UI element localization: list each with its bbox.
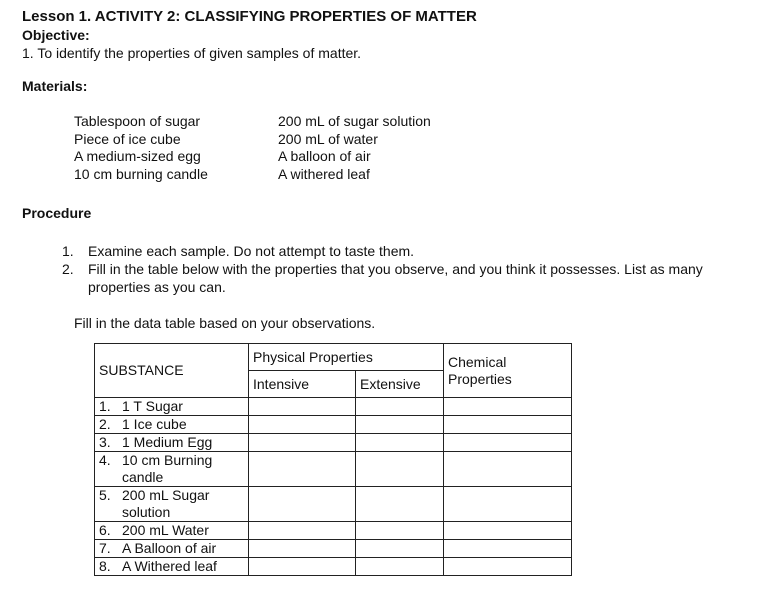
substance-name: 1 Ice cube <box>122 416 187 432</box>
row-number: 5. <box>99 487 111 503</box>
substance-name: A Balloon of air <box>122 540 217 556</box>
step-number: 1. <box>62 243 74 259</box>
extensive-cell[interactable] <box>356 487 444 522</box>
page-title: Lesson 1. ACTIVITY 2: CLASSIFYING PROPERTIES OF MATTER <box>22 8 477 25</box>
intensive-cell[interactable] <box>249 540 356 558</box>
substance-cell <box>95 487 249 522</box>
procedure-steps <box>62 242 752 296</box>
step-text: Examine each sample. Do not attempt to taste them. <box>88 243 415 259</box>
substance-cell <box>95 452 249 487</box>
step-number: 2. <box>62 261 74 277</box>
substance-name: 10 cm Burning candle <box>122 452 213 485</box>
substance-name: 200 mL Water <box>122 522 209 538</box>
material-item: A withered leaf <box>278 165 370 182</box>
physical-properties-header: Physical Properties <box>249 344 444 371</box>
substance-cell <box>95 398 249 416</box>
substance-name: A Withered leaf <box>122 558 217 574</box>
row-number: 4. <box>99 452 111 468</box>
row-number: 7. <box>99 540 111 556</box>
materials-label: Materials: <box>22 78 88 94</box>
extensive-cell[interactable] <box>356 398 444 416</box>
intensive-cell[interactable] <box>249 434 356 452</box>
intensive-cell[interactable] <box>249 452 356 487</box>
materials-left-list <box>74 113 208 183</box>
chemical-cell[interactable] <box>444 452 572 487</box>
procedure-step <box>62 260 752 296</box>
chemical-cell[interactable] <box>444 416 572 434</box>
row-number: 8. <box>99 558 111 574</box>
substance-name: 1 T Sugar <box>122 398 183 414</box>
substance-cell <box>95 558 249 576</box>
intensive-cell[interactable] <box>249 558 356 576</box>
objective-label: Objective: <box>22 27 90 43</box>
row-number: 6. <box>99 522 111 538</box>
properties-table <box>94 343 572 576</box>
material-item: A medium-sized egg <box>74 148 201 164</box>
procedure-label: Procedure <box>22 205 92 221</box>
intensive-cell[interactable] <box>249 487 356 522</box>
extensive-cell[interactable] <box>356 434 444 452</box>
intensive-cell[interactable] <box>249 522 356 540</box>
row-number: 1. <box>99 398 111 414</box>
intensive-cell[interactable] <box>249 416 356 434</box>
material-item: Piece of ice cube <box>74 130 181 147</box>
chemical-cell[interactable] <box>444 398 572 416</box>
chemical-properties-header: Chemical Properties <box>444 344 572 398</box>
substance-name: 1 Medium Egg <box>122 434 213 450</box>
chemical-cell[interactable] <box>444 540 572 558</box>
row-number: 3. <box>99 434 111 450</box>
chemical-cell[interactable] <box>444 558 572 576</box>
substance-cell <box>95 434 249 452</box>
intensive-cell[interactable] <box>249 398 356 416</box>
objective-item: 1. To identify the properties of given samples of matter. <box>22 45 362 61</box>
extensive-cell[interactable] <box>356 416 444 434</box>
intensive-header: Intensive <box>249 371 356 398</box>
chemical-cell[interactable] <box>444 434 572 452</box>
substance-cell <box>95 416 249 434</box>
chemical-cell[interactable] <box>444 522 572 540</box>
materials-right-list <box>278 113 431 183</box>
step-text: Fill in the table below with the properties that you observe, and you think it possesses. List as many properties as you can. <box>88 261 703 295</box>
procedure-step <box>62 242 752 260</box>
material-item: 200 mL of water <box>278 130 378 147</box>
material-item: 200 mL of sugar solution <box>278 113 431 129</box>
substance-name: 200 mL Sugar solution <box>122 487 210 520</box>
chemical-cell[interactable] <box>444 487 572 522</box>
table-note: Fill in the data table based on your observations. <box>74 315 376 331</box>
substance-cell <box>95 522 249 540</box>
extensive-cell[interactable] <box>356 558 444 576</box>
extensive-cell[interactable] <box>356 522 444 540</box>
material-item: 10 cm burning candle <box>74 165 208 182</box>
extensive-cell[interactable] <box>356 452 444 487</box>
material-item: A balloon of air <box>278 148 371 164</box>
row-number: 2. <box>99 416 111 432</box>
substance-header: SUBSTANCE <box>95 344 249 398</box>
substance-cell <box>95 540 249 558</box>
extensive-header: Extensive <box>356 371 444 398</box>
material-item: Tablespoon of sugar <box>74 113 201 129</box>
extensive-cell[interactable] <box>356 540 444 558</box>
